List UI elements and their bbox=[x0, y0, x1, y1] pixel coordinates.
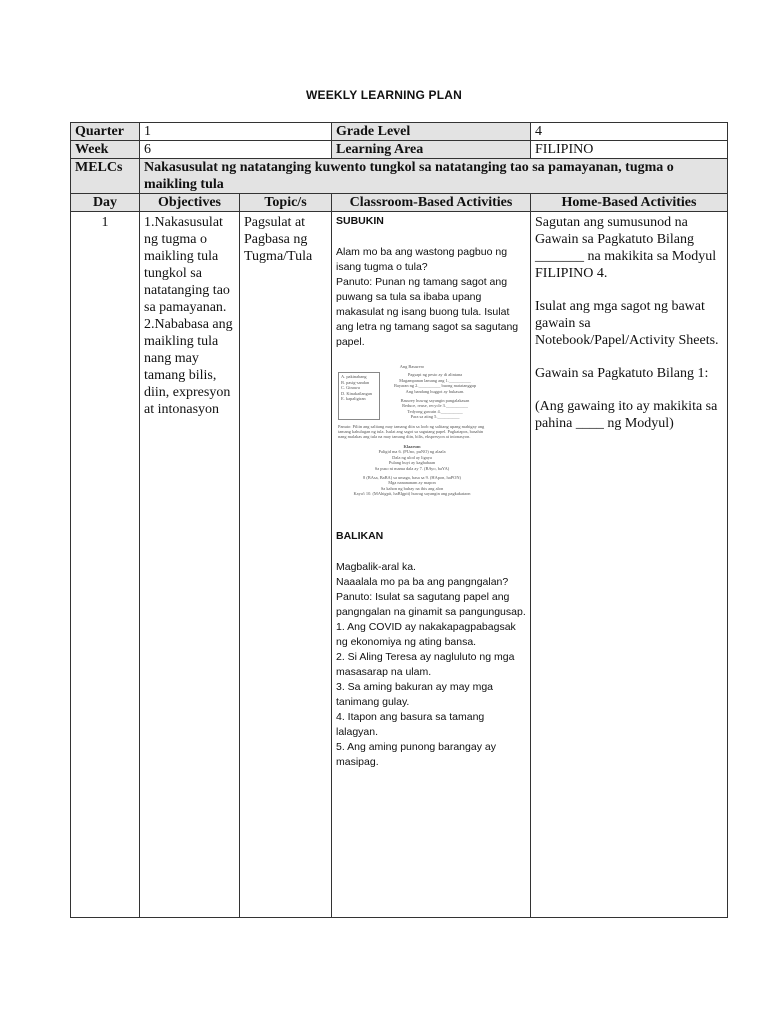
balikan-intro-2: Naaalala mo pa ba ang pangngalan? bbox=[336, 575, 509, 588]
objective-2: 2.Nababasa ang maikling tula nang may tamang bilis, diin, expresyon at intonasyon bbox=[144, 317, 233, 417]
figure-poem2-line: Mga nanananam ay mapon bbox=[388, 480, 436, 486]
figure-instruction: Panuto: Piliin ang salitang may tamang diin sa loob ng salitang upang mabigay ang tamang kahulugan ng tula. Isulat ang sagot sa sagutang papel. Pagkatapos, basahin nang malakas ang tula na may tamang diin, bilis, ekspresyon at intonasyon. bbox=[338, 423, 485, 440]
topic-cell: Pagsulat at Pagbasa ng Tugma/Tula bbox=[240, 212, 332, 918]
figure-option: C. Ginawa bbox=[341, 385, 360, 391]
home-activity-label: Gawain sa Pagkatuto Bilang 1: bbox=[535, 366, 709, 381]
figure-poem-line: Tedyong gawain 4.__________ bbox=[407, 408, 463, 414]
week-row bbox=[71, 141, 728, 159]
column-header-topics: Topic/s bbox=[240, 194, 332, 212]
column-header-home: Home-Based Activities bbox=[531, 194, 728, 212]
quarter-label: Quarter bbox=[71, 123, 140, 141]
figure-option: B. pasig-sandan bbox=[341, 379, 370, 385]
figure-poem-line: Reduce, reuse, recycle 3.__________ bbox=[402, 403, 468, 409]
balikan-item: 4. Itapon ang basura sa tamang lalagyan. bbox=[336, 710, 485, 738]
figure-poem2-line: Pulang buyi ay kaghabaan bbox=[388, 460, 436, 466]
balikan-item: 5. Ang aming punong barangay ay masipag. bbox=[336, 740, 496, 768]
column-header-classroom: Classroom-Based Activities bbox=[332, 194, 531, 212]
weekly-learning-plan-table bbox=[70, 122, 728, 918]
figure-title: Ang Basurero bbox=[399, 364, 425, 369]
figure-poem-line: Bayaran ng 2.__________ buong matatanggap bbox=[393, 383, 477, 389]
figure-option: A. pakinabang bbox=[341, 374, 367, 380]
figure-title-2: Klaarum bbox=[403, 443, 421, 449]
quarter-value: 1 bbox=[140, 123, 332, 141]
week-label: Week bbox=[71, 141, 140, 159]
grade-level-label: Grade Level bbox=[332, 123, 531, 141]
figure-poem2-line: Dala ng ulod ay ligaya bbox=[392, 454, 432, 460]
figure-option: E. kapaligiran bbox=[341, 396, 366, 402]
balikan-item: 1. Ang COVID ay nakakapagpabagsak ng ekonomiya ng ating bansa. bbox=[336, 620, 516, 648]
balikan-instruction: Panuto: Isulat sa sagutang papel ang pangngalan na ginamit sa pangungusap. bbox=[336, 590, 526, 618]
home-instruction-2: Isulat ang mga sagot ng bawat gawain sa Notebook/Papel/Activity Sheets. bbox=[535, 299, 719, 348]
figure-poem-line: Magampanan lamang ang 1.__________ bbox=[399, 377, 471, 383]
week-value: 6 bbox=[140, 141, 332, 159]
learning-area-label: Learning Area bbox=[332, 141, 531, 159]
home-page-note: (Ang gawaing ito ay makikita sa pahina ____ ng Modyul) bbox=[535, 399, 718, 431]
melcs-label: MELCs bbox=[71, 159, 140, 194]
figure-poem2-line: Sa puso ni mama dala ay 7. (BAyo, baYA) bbox=[374, 465, 450, 471]
objective-1: 1.Nakasusulat ng tugma o maikling tula tungkol sa natatanging tao sa pamayanan. bbox=[144, 215, 230, 315]
balikan-item: 3. Sa aming bakuran ay may mga tanimang gulay. bbox=[336, 680, 493, 708]
figure-poem-line: Ang bandang huggot ay bukasan. bbox=[405, 388, 465, 394]
figure-poem2-line: 8 (BAsa, BaBA) sa umaga, basa sa 9. (HApon, haPON) bbox=[363, 474, 461, 480]
figure-poem-line: Para sa ating 5.__________ bbox=[410, 414, 460, 420]
balikan-heading: BALIKAN bbox=[336, 529, 384, 542]
subukin-instruction: Panuto: Punan ng tamang sagot ang puwang sa tula sa ibaba upang makasulat ng isang buong tula. Isulat ang letra ng tamang sagot sa sagutang papel. bbox=[336, 276, 519, 348]
subukin-question: Alam mo ba ang wastong pagbuo ng isang tugma o tula? bbox=[336, 246, 508, 273]
melcs-value: Nakasusulat ng natatanging kuwento tungkol sa natatanging tao sa pamayanan, tugma o maikling tula bbox=[140, 159, 728, 194]
balikan-item: 2. Si Aling Teresa ay nagluluto ng mga masasarap na ulam. bbox=[336, 650, 515, 678]
figure-option: D. Kinakailangan bbox=[341, 390, 372, 396]
learning-area-value: FILIPINO bbox=[531, 141, 728, 159]
figure-poem bbox=[384, 372, 486, 419]
figure-poem2-line: Sa kahon ng buhay na ibis ang alon bbox=[380, 485, 444, 491]
figure-poem-line: Basurey huwag sayangin pangalakasan bbox=[400, 398, 470, 404]
balikan-intro-1: Magbalik-aral ka. bbox=[336, 560, 416, 573]
day-number: 1 bbox=[71, 212, 140, 918]
quarter-row bbox=[71, 123, 728, 141]
day-row bbox=[71, 212, 728, 918]
column-header-objectives: Objectives bbox=[140, 194, 240, 212]
home-instruction-1: Sagutan ang sumusunod na Gawain sa Pagkatuto Bilang _______ na makikita sa Modyul FILIPINO 4. bbox=[535, 215, 717, 281]
objectives-cell bbox=[140, 212, 240, 918]
column-header-row bbox=[71, 194, 728, 212]
grade-level-value: 4 bbox=[531, 123, 728, 141]
figure-options-box bbox=[338, 372, 380, 419]
figure-poem-line: Pagsapi ng pesto ay di alintana bbox=[407, 372, 463, 378]
melcs-row bbox=[71, 159, 728, 194]
column-header-day: Day bbox=[71, 194, 140, 212]
subukin-heading: SUBUKIN bbox=[336, 215, 384, 227]
page-title: WEEKLY LEARNING PLAN bbox=[305, 88, 462, 102]
subukin-worksheet-image bbox=[338, 364, 486, 497]
figure-poem2-line: Kaya't 10. (MAhigpit, haBIgpit) huwag sayangin ang pagkakataon bbox=[353, 491, 471, 497]
classroom-activities-cell bbox=[332, 212, 531, 918]
figure-poem2-line: Paligid ma 6. (PUno, puNO) ng alaala bbox=[378, 449, 446, 455]
home-activities-cell bbox=[531, 212, 728, 918]
